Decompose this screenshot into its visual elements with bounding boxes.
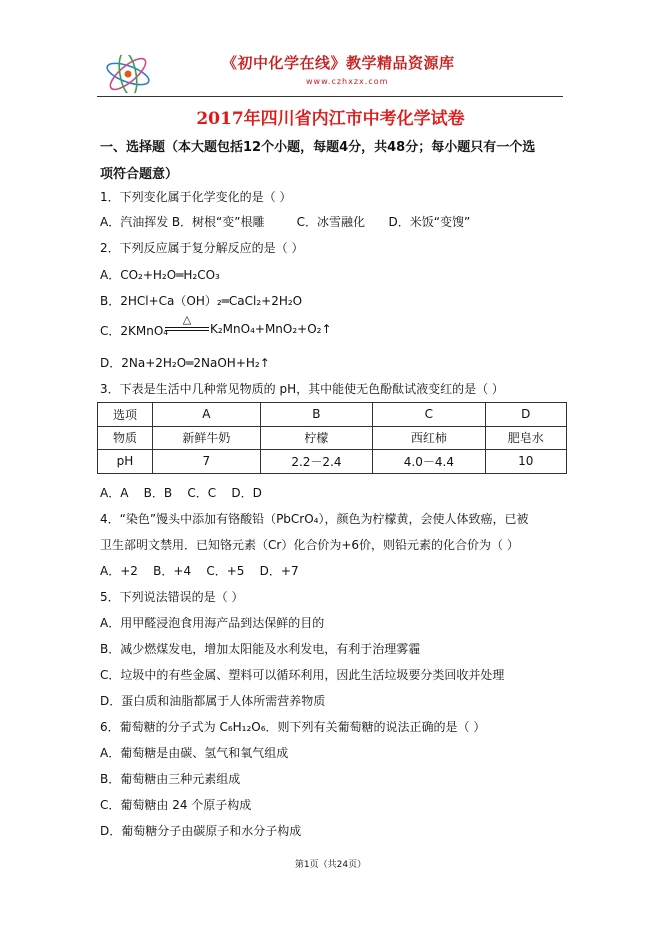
q2-option-b: B．2HCl+Ca（OH）₂═CaCl₂+2H₂O: [100, 294, 303, 308]
q2-option-c-left: C．2KMnO₄: [100, 324, 169, 338]
q1-option-c: C．冰雪融化: [296, 215, 366, 229]
table-cell: D: [485, 403, 566, 427]
section-heading-line2: 项符合题意）: [100, 167, 179, 182]
table-row: [98, 426, 567, 450]
q5-option-d: D．蛋白质和油脂都属于人体所需营养物质: [100, 694, 326, 708]
q6-option-c: C．葡萄糖由 24 个原子构成: [100, 798, 252, 812]
table-cell: 西红柿: [373, 426, 485, 450]
table-cell: 肥皂水: [485, 426, 566, 450]
q1-stem: 1．下列变化属于化学变化的是（ ）: [100, 190, 292, 204]
q1-option-d: D．米饭“变馊”: [388, 215, 471, 229]
table-cell: B: [260, 403, 372, 427]
ph-table: [97, 402, 567, 474]
brand-banner: 《初中化学在线》教学精品资源库: [222, 54, 455, 72]
table-cell: 2.2－2.4: [260, 450, 372, 474]
reaction-condition: [165, 314, 209, 331]
q2-option-d: D．2Na+2H₂O═2NaOH+H₂↑: [100, 356, 270, 370]
q1-options: [100, 213, 470, 230]
brand-url: www.czhxzx.com: [306, 77, 389, 86]
q5-option-c: C．垃圾中的有些金属、塑料可以循环利用，因此生活垃圾要分类回收并处理: [100, 668, 505, 682]
q5-stem: 5．下列说法错误的是（ ）: [100, 590, 244, 604]
table-row: [98, 403, 567, 427]
section-heading-line1: 一、选择题（本大题包括12个小题，每题4分，共48分；每小题只有一个选: [100, 140, 536, 155]
page-number: 第1页（共24页）: [294, 860, 367, 870]
table-cell: C: [373, 403, 485, 427]
table-cell: 物质: [98, 426, 153, 450]
table-cell: 4.0－4.4: [373, 450, 485, 474]
exam-title: 2017年四川省内江市中考化学试卷: [196, 109, 465, 129]
q5-option-a: A．用甲醛浸泡食用海产品到达保鲜的目的: [100, 616, 325, 630]
q6-option-a: A．葡萄糖是由碳、氢气和氧气组成: [100, 746, 289, 760]
q4-options: A．+2 B．+4 C．+5 D．+7: [100, 564, 299, 578]
table-row: [98, 450, 567, 474]
q4-stem-line2: 卫生部明文禁用．已知铬元素（Cr）化合价为+6价，则铅元素的化合价为（ ）: [100, 538, 519, 552]
q6-stem: 6．葡萄糖的分子式为 C₆H₁₂O₆．则下列有关葡萄糖的说法正确的是（ ）: [100, 720, 486, 734]
q3-stem: 3．下表是生活中几种常见物质的 pH，其中能使无色酚酞试液变红的是（ ）: [100, 382, 504, 396]
q3-options: A．A B．B C．C D．D: [100, 486, 262, 500]
reaction-bar-bottom: [165, 330, 209, 331]
table-cell: 新鲜牛奶: [152, 426, 260, 450]
q4-stem-line1: 4．“染色”馒头中添加有铬酸铅（PbCrO₄），颜色为柠檬黄，会使人体致癌，已被: [100, 512, 529, 526]
table-cell: 选项: [98, 403, 153, 427]
q2-option-a: A．CO₂+H₂O═H₂CO₃: [100, 268, 220, 282]
reaction-bar-top: [165, 327, 209, 328]
atom-logo-icon: [103, 55, 153, 93]
heat-condition-symbol: △: [182, 313, 192, 326]
table-cell: pH: [98, 450, 153, 474]
q1-option-a: A．汽油挥发: [100, 215, 169, 229]
q2-option-c-right: K₂MnO₄+MnO₂+O₂↑: [210, 322, 332, 336]
table-cell: A: [152, 403, 260, 427]
table-cell: 7: [152, 450, 260, 474]
q5-option-b: B．减少燃煤发电，增加太阳能及水利发电，有利于治理雾霾: [100, 642, 421, 656]
q6-option-b: B．葡萄糖由三种元素组成: [100, 772, 241, 786]
header-divider: [97, 96, 563, 97]
table-cell: 柠檬: [260, 426, 372, 450]
q6-option-d: D．葡萄糖分子由碳原子和水分子构成: [100, 824, 302, 838]
q1-option-b: B．树根“变”根雕: [171, 215, 265, 229]
q2-stem: 2．下列反应属于复分解反应的是（ ）: [100, 241, 304, 255]
table-cell: 10: [485, 450, 566, 474]
